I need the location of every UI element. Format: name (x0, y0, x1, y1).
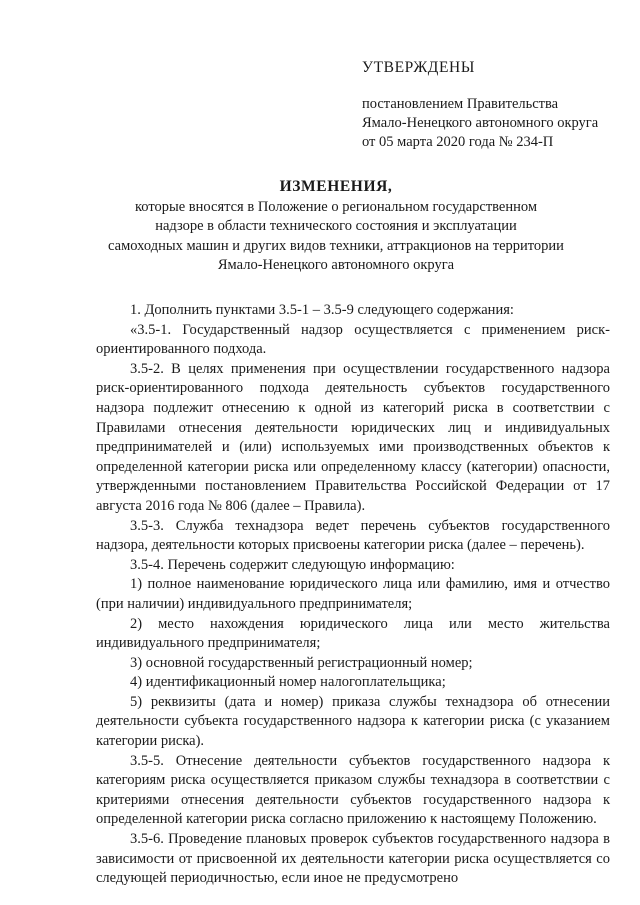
paragraph-3-5-1: «3.5-1. Государственный надзор осуществляется с применением риск-ориентированного подхода. (96, 321, 610, 358)
title-line-2: надзоре в области технического состояния и эксплуатации (155, 218, 517, 234)
approval-heading: УТВЕРЖДЕНЫ (362, 59, 475, 76)
list-item-3: 3) основной государственный регистрационный номер; (130, 654, 473, 671)
title-line-3: самоходных машин и других видов техники, аттракционов на территории (108, 237, 564, 254)
title-main: ИЗМЕНЕНИЯ, (279, 178, 393, 195)
paragraph-3-5-4: 3.5-4. Перечень содержит следующую информацию: (130, 556, 455, 573)
title-line-4: Ямало-Ненецкого автономного округа (217, 257, 455, 273)
paragraph-3-5-5: 3.5-5. Отнесение деятельности субъектов государственного надзора к категориям риска осуществляется приказом службы технадзора в соответствии с критериями отнесения деятельности субъектов государственного надзора к определенной категории риска согласно приложению к настоящему Положению. (96, 752, 610, 828)
paragraph-3-5-2: 3.5-2. В целях применения при осуществлении государственного надзора риск-ориентированного подхода деятельность субъектов государственного надзора подлежит отнесению к одной из категорий риска в соответствии с Правилами отнесения деятельности юридических лиц и индивидуальных предпринимателей и (или) используемых ими производственных объектов к определенной категории риска или определенному классу (категории) опасности, утвержденными постановлением Правительства Российской Федерации от 17 августа 2016 года № 806 (далее – Правила). (96, 360, 610, 514)
approval-line-1: постановлением Правительства (362, 96, 559, 112)
title-line-1: которые вносятся в Положение о региональном государственном (134, 198, 538, 215)
document-title (96, 177, 576, 276)
document-body (96, 301, 610, 889)
paragraph-3-5-6: 3.5-6. Проведение плановых проверок субъектов государственного надзора в зависимости от присвоенной их деятельности категории риска осуществляется со следующей периодичностью, если иное не предусмотрено (96, 831, 610, 887)
list-item-2: 2) место нахождения юридического лица или место жительства индивидуального предпринимателя; (96, 615, 610, 652)
list-item-5: 5) реквизиты (дата и номер) приказа службы технадзора об отнесении деятельности субъекта государственного надзора к категории риска (с указанием категории риска). (96, 693, 610, 750)
approval-block (362, 58, 598, 152)
approval-line-2: Ямало-Ненецкого автономного округа (362, 115, 599, 131)
paragraph-item-1: 1. Дополнить пунктами 3.5-1 – 3.5-9 следующего содержания: (130, 302, 514, 318)
list-item-4: 4) идентификационный номер налогоплательщика; (130, 674, 446, 691)
approval-line-3: от 05 марта 2020 года № 234-П (362, 134, 554, 150)
paragraph-3-5-3: 3.5-3. Служба технадзора ведет перечень субъектов государственного надзора, деятельности которых присвоены категории риска (далее – перечень). (96, 517, 610, 554)
list-item-1: 1) полное наименование юридического лица или фамилию, имя и отчество (при наличии) индивидуального предпринимателя; (96, 576, 610, 612)
